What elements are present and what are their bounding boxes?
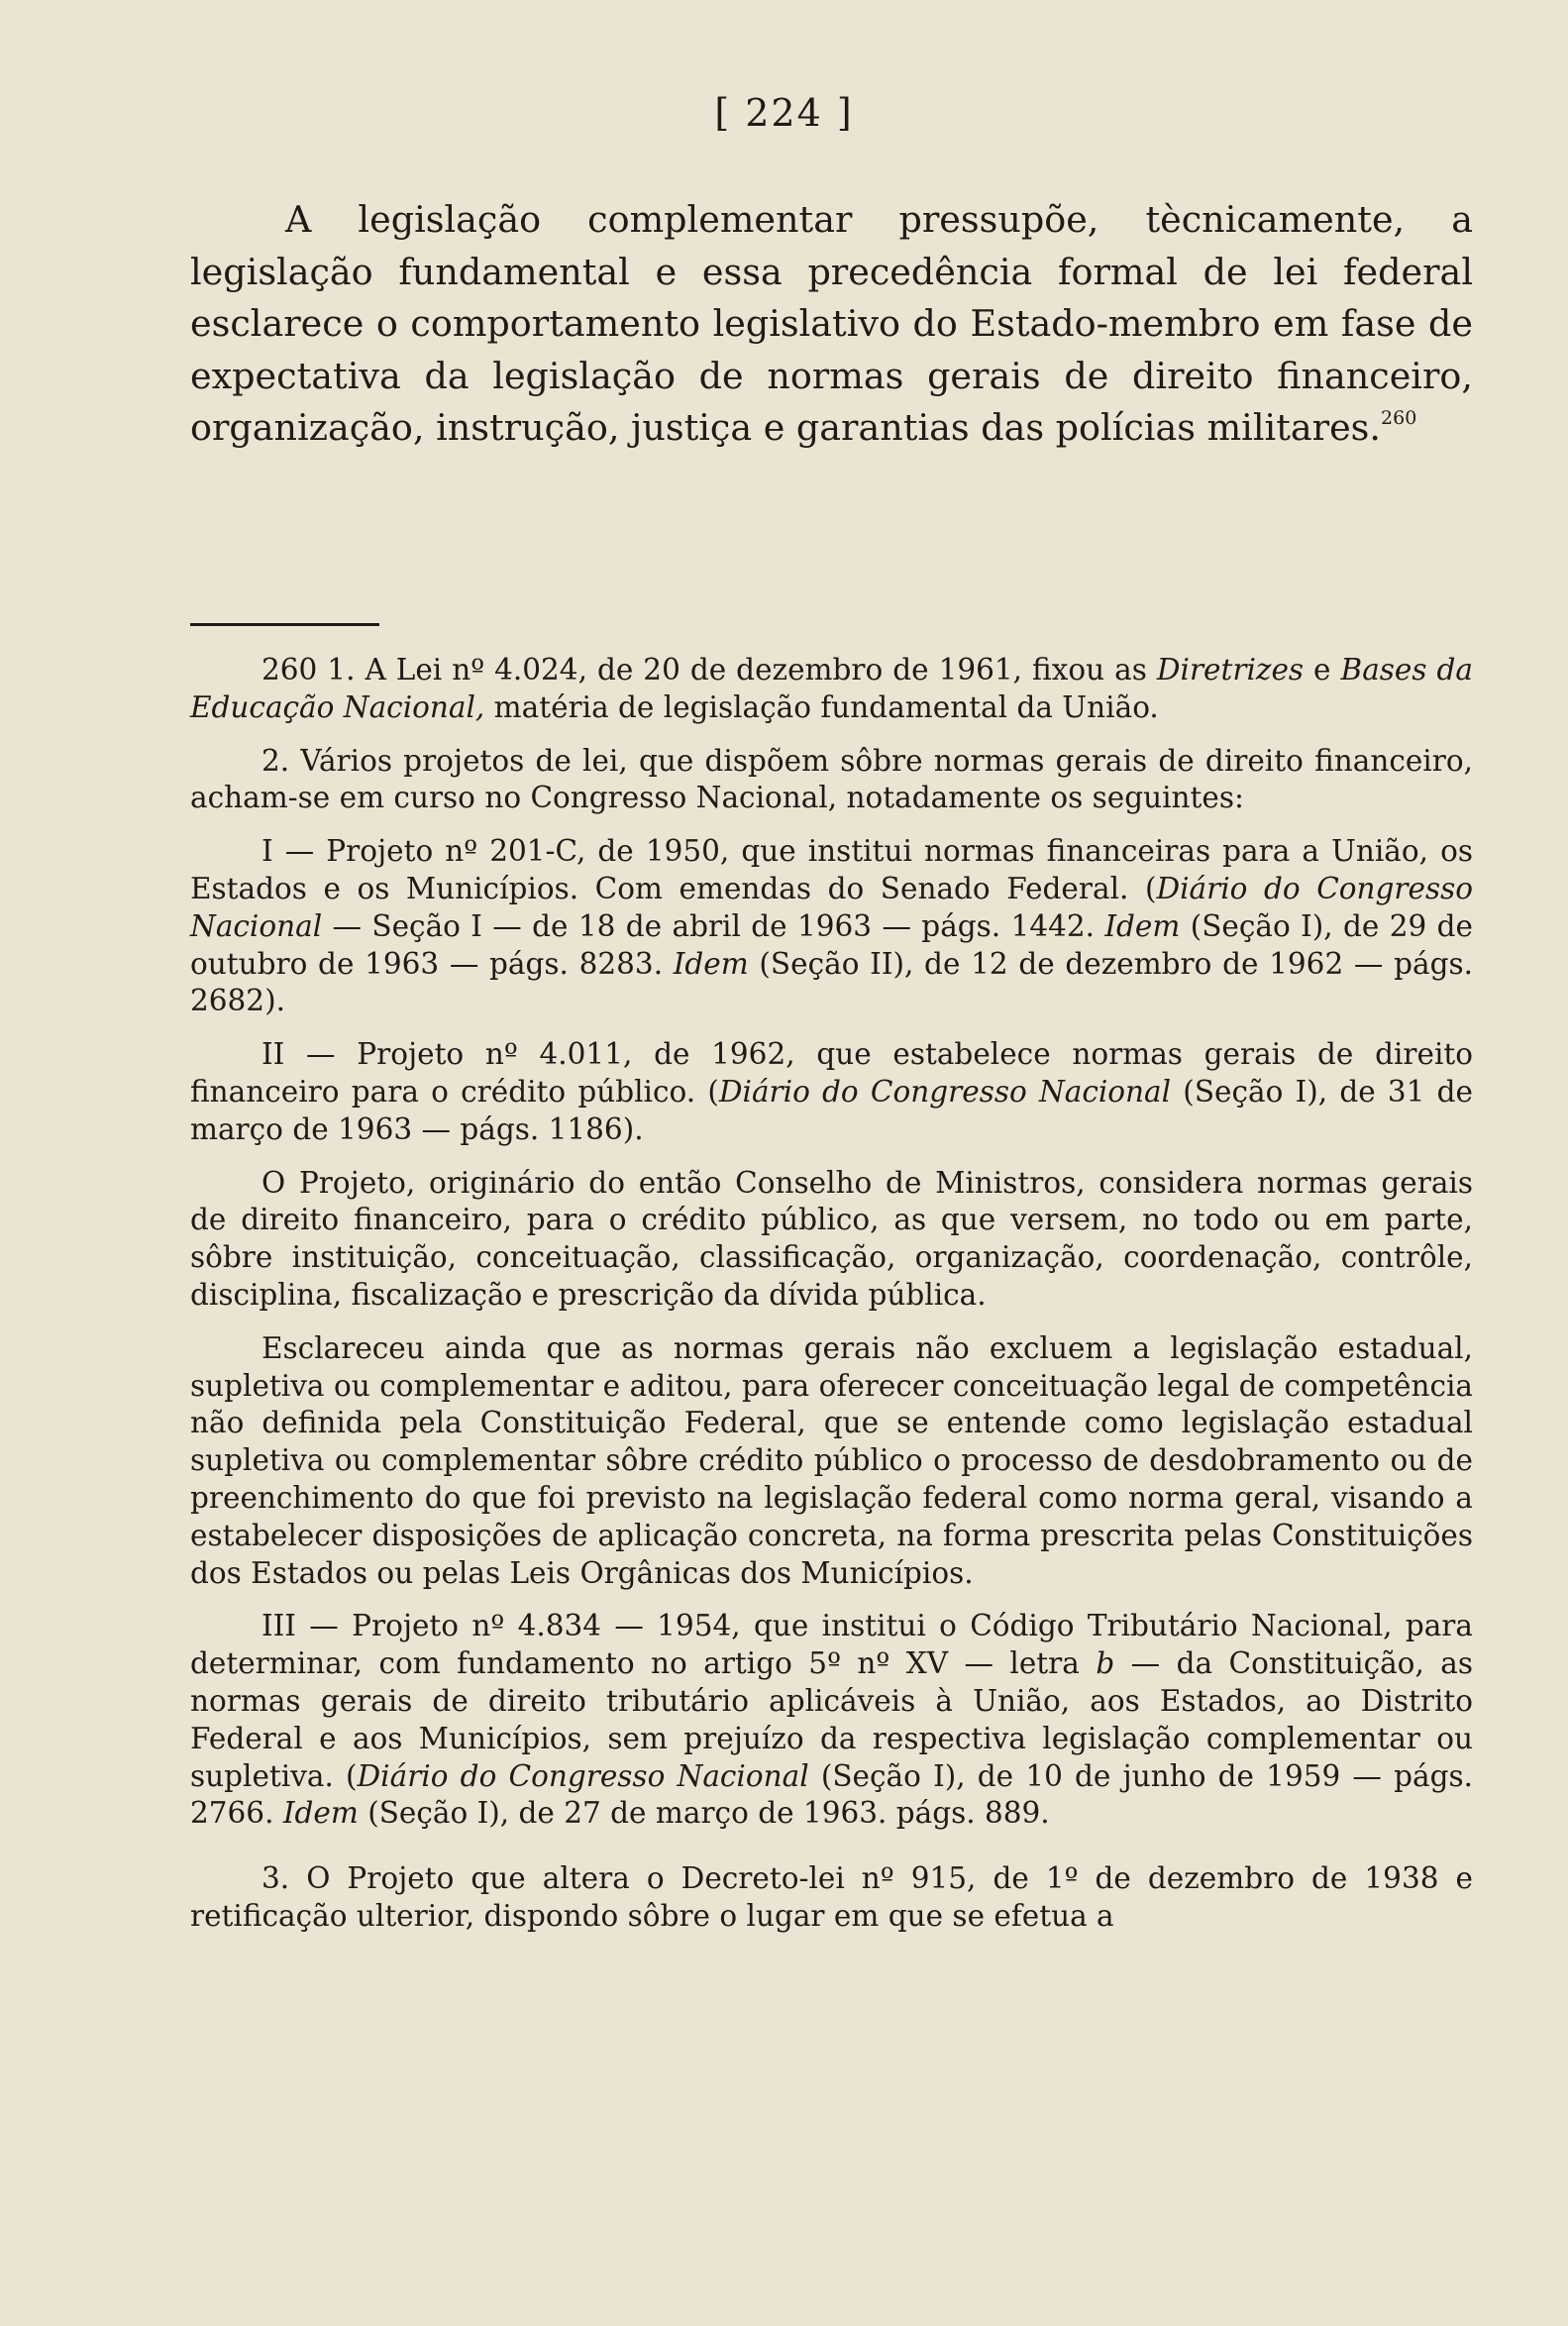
footnote-text: (Seção I), de 10 de junho de 1959 — págs. 2766. bbox=[190, 1758, 1473, 1831]
project-i bbox=[190, 833, 1473, 1020]
footnote-item-3: 3. O Projeto que altera o Decreto-lei nº 915, de 1º de dezembro de 1938 e retificação ulterior, dispondo sôbre o lugar em que se efetua a bbox=[190, 1861, 1473, 1933]
footnote-italic: b bbox=[1096, 1646, 1115, 1681]
main-paragraph-text: A legislação complementar pressupõe, tècnicamente, a legislação fundamental e essa precedência formal de lei federal esclarece o comportamento legislativo do Estado-membro em fase de expectativa da legislação de normas gerais de direito financeiro, organização, instrução, justiça e garantias das polícias militares. bbox=[190, 198, 1473, 449]
project-ii-description: O Projeto, originário do então Conselho de Ministros, considera normas gerais de direito financeiro, para o crédito público, as que versem, no todo ou em parte, sôbre instituição, conceituação, classificação, organização, coordenação, contrôle, disciplina, fiscalização e prescrição da dívida pública. bbox=[190, 1165, 1473, 1312]
footnote-italic: Diretrizes bbox=[1156, 653, 1305, 687]
footnote-text: matéria de legislação fundamental da União. bbox=[484, 689, 1159, 724]
footnote-text: III — Projeto nº 4.834 — 1954, que institui o Código Tributário Nacional, para determinar, com fundamento no artigo 5º nº XV — letra bbox=[190, 1609, 1473, 1681]
footnote-item-1 bbox=[190, 652, 1473, 727]
footnote-block bbox=[190, 652, 1473, 1952]
project-ii bbox=[190, 1036, 1473, 1148]
footnote-separator bbox=[190, 623, 379, 626]
footnote-text: (Seção II), de 12 de dezembro de 1962 — págs. 2682). bbox=[190, 946, 1473, 1018]
footnote-text: e bbox=[1304, 653, 1341, 687]
footnote-text: (Seção I), de 29 de outubro de 1963 — págs. 8283. bbox=[190, 908, 1473, 981]
footnote-italic: Idem bbox=[1104, 908, 1181, 943]
footnote-reference: 260 bbox=[1381, 407, 1417, 429]
footnote-text: (Seção I), de 27 de março de 1963. págs. 889. bbox=[358, 1796, 1050, 1831]
footnote-italic: Diário do Congresso Nacional bbox=[718, 1074, 1172, 1109]
project-ii-clarification: Esclareceu ainda que as normas gerais não excluem a legislação estadual, supletiva ou complementar e aditou, para oferecer conceituação legal de competência não definida pela Constituição Federal, que se entende como legislação estadual supletiva ou complementar sôbre crédito público o processo de desdobramento ou de preenchimento do que foi previsto na legislação federal como norma geral, visando a estabelecer disposições de aplicação concreta, na forma prescrita pelas Constituições dos Estados ou pelas Leis Orgânicas dos Municípios. bbox=[190, 1330, 1473, 1590]
page-number: [ 224 ] bbox=[714, 91, 854, 135]
footnote-text: — Seção I — de 18 de abril de 1963 — págs. 1442. bbox=[322, 908, 1105, 943]
footnote-text: 260 1. A Lei nº 4.024, de 20 de dezembro de 1961, fixou as bbox=[261, 653, 1157, 687]
footnote-text: (Seção I), de 31 de março de 1963 — págs. 1186). bbox=[190, 1074, 1473, 1146]
footnote-text: II — Projeto nº 4.011, de 1962, que estabelece normas gerais de direito financeiro para o crédito público. ( bbox=[190, 1037, 1473, 1109]
footnote-italic: Idem bbox=[282, 1796, 359, 1831]
footnote-item-2: 2. Vários projetos de lei, que dispõem sôbre normas gerais de direito financeiro, acham-se em curso no Congresso Nacional, notadamente os seguintes: bbox=[190, 743, 1473, 815]
footnote-italic: Diário do Congresso Nacional bbox=[190, 871, 1474, 943]
footnote-text: I — Projeto nº 201-C, de 1950, que institui normas financeiras para a União, os Estados e os Municípios. Com emendas do Senado Federal. ( bbox=[190, 834, 1473, 905]
footnote-italic: Bases da Educação Nacional, bbox=[190, 653, 1473, 724]
footnote-text: — da Constituição, as normas gerais de direito tributário aplicáveis à União, aos Estados, ao Distrito Federal e aos Municípios, sem prejuízo da respectiva legislação complementar ou supletiva. ( bbox=[190, 1646, 1473, 1793]
footnote-italic: Idem bbox=[673, 946, 749, 981]
footnote-italic: Diário do Congresso Nacional bbox=[357, 1758, 809, 1793]
main-paragraph bbox=[190, 194, 1473, 455]
project-iii bbox=[190, 1608, 1473, 1833]
